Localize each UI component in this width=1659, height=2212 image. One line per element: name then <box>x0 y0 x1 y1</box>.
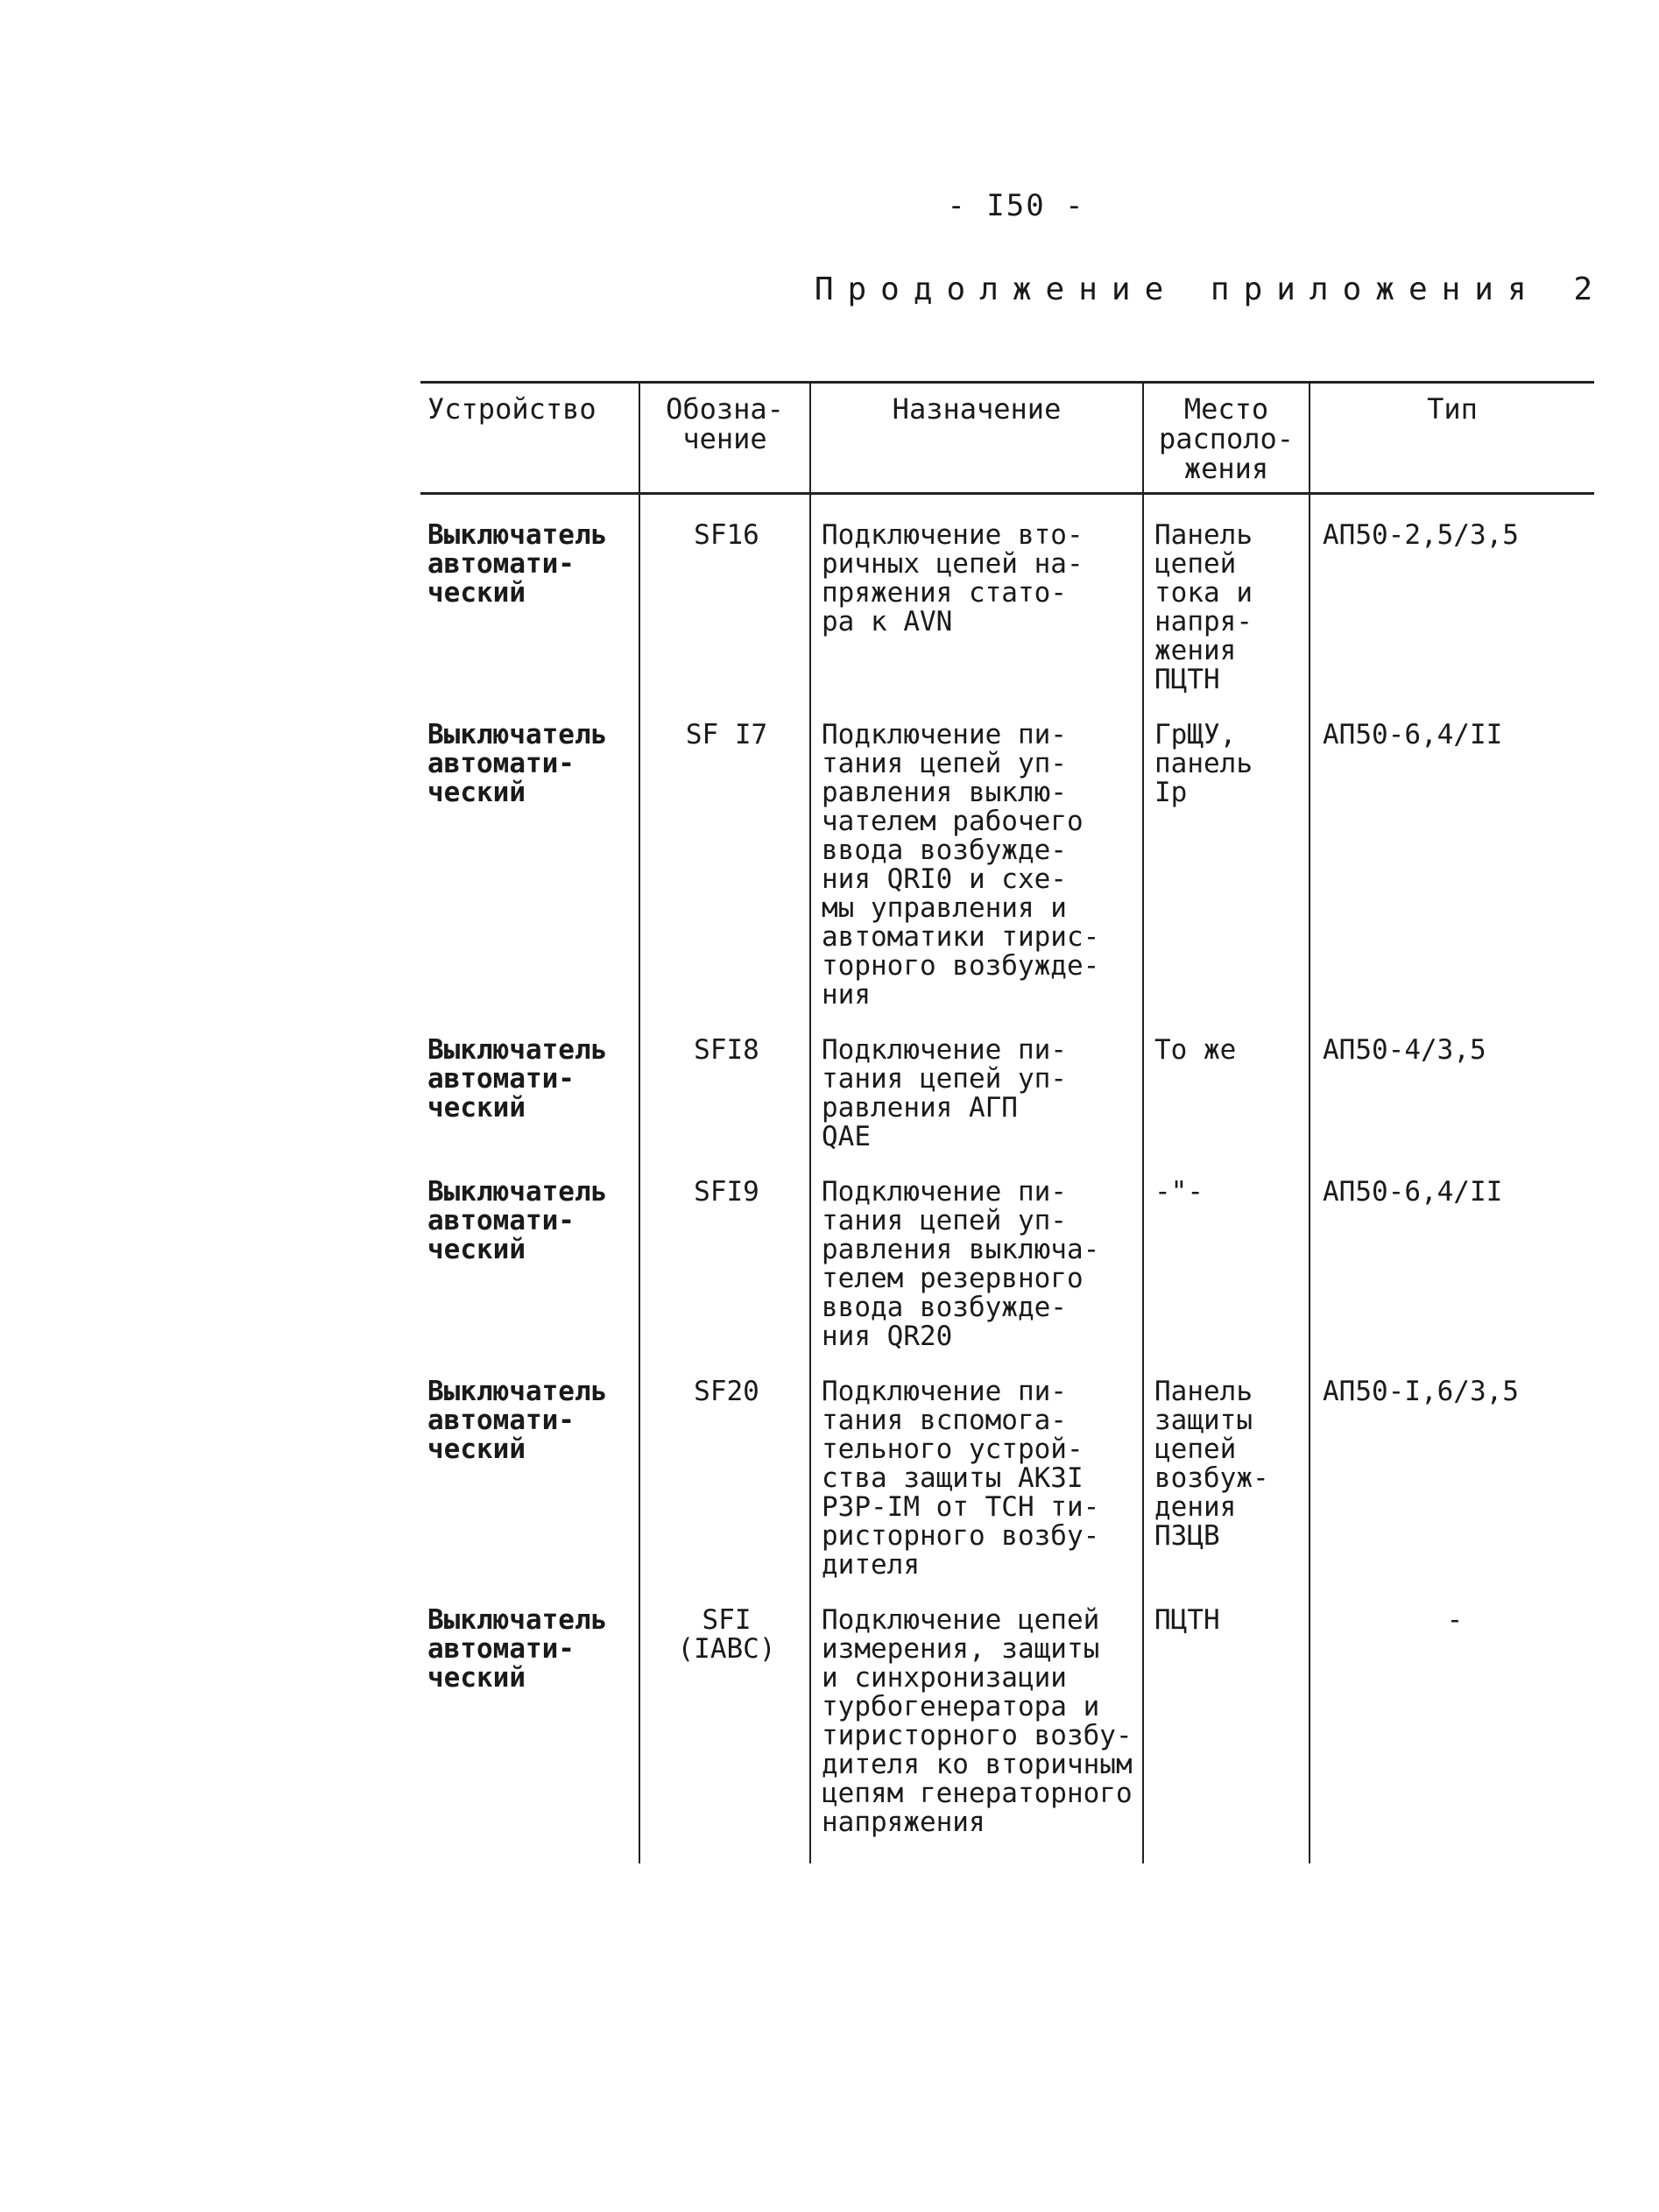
cell-device: Выключатель автомати- ческий <box>427 519 608 609</box>
table-row <box>420 1036 1594 1178</box>
cell-device: Выключатель автомати- ческий <box>427 1034 608 1124</box>
cell-type: АП50-2,5/3,5 <box>1310 494 1594 722</box>
cell-place: Панель защиты цепей возбуж- дения ПЗЦВ <box>1143 1377 1310 1606</box>
cell-code: SFI8 <box>639 1036 810 1178</box>
cell-purpose: Подключение пи- тания цепей уп- равления выключа- телем резервного ввода возбужде- ния QR20 <box>810 1178 1143 1377</box>
header-type: Тип <box>1310 383 1594 494</box>
table-row <box>420 494 1594 722</box>
cell-device: Выключатель автомати- ческий <box>427 1604 608 1694</box>
table-row <box>420 1178 1594 1377</box>
cell-type: АП50-4/3,5 <box>1310 1036 1594 1178</box>
cell-device: Выключатель автомати- ческий <box>427 719 608 808</box>
page-number: - I50 - <box>947 188 1085 223</box>
cell-device: Выключатель автомати- ческий <box>427 1376 608 1465</box>
table-header-row <box>420 383 1594 494</box>
cell-code: SF I7 <box>639 721 810 1036</box>
header-device: Устройство <box>420 383 639 494</box>
header-purpose: Назначение <box>810 383 1143 494</box>
cell-purpose: Подключение вто- ричных цепей на- пряжения стато- ра к AVN <box>810 494 1143 722</box>
cell-place: ПЦТН <box>1143 1606 1310 1863</box>
cell-code: SF16 <box>639 494 810 722</box>
header-code: Обозна- чение <box>639 383 810 494</box>
cell-device: Выключатель автомати- ческий <box>427 1176 608 1265</box>
cell-place: -"- <box>1143 1178 1310 1377</box>
cell-place: Панель цепей тока и напря- жения ПЦТН <box>1143 494 1310 722</box>
header-place: Место располо- жения <box>1143 383 1310 494</box>
cell-code: SFI (IАВС) <box>639 1606 810 1863</box>
cell-purpose: Подключение пи- тания вспомога- тельного устрой- ства защиты АКЗI РЗР-IМ от ТСН ти- ристорного возбу- дителя <box>810 1377 1143 1606</box>
cell-purpose: Подключение цепей измерения, защиты и синхронизации турбогенератора и тиристорного возбу- дителя ко вторичным цепям генераторного напряжения <box>810 1606 1143 1863</box>
cell-code: SF20 <box>639 1377 810 1606</box>
cell-place: ГрЩУ, панель Iр <box>1143 721 1310 1036</box>
cell-type: АП50-6,4/II <box>1310 1178 1594 1377</box>
cell-type: АП50-6,4/II <box>1310 721 1594 1036</box>
table-row <box>420 1377 1594 1606</box>
equipment-table-container <box>420 381 1594 1863</box>
cell-purpose: Подключение пи- тания цепей уп- равления выклю- чателем рабочего ввода возбужде- ния QRI0 и схе- мы управления и автоматики тирис- торного возбужде- ния <box>810 721 1143 1036</box>
equipment-table <box>420 381 1594 1863</box>
table-row <box>420 1606 1594 1863</box>
cell-type: - <box>1310 1606 1594 1863</box>
cell-type: АП50-I,6/3,5 <box>1310 1377 1594 1606</box>
cell-code: SFI9 <box>639 1178 810 1377</box>
appendix-caption: Продолжение приложения 2 <box>814 271 1606 307</box>
cell-purpose: Подключение пи- тания цепей уп- равления АГП QAE <box>810 1036 1143 1178</box>
table-row <box>420 721 1594 1036</box>
cell-place: То же <box>1143 1036 1310 1178</box>
